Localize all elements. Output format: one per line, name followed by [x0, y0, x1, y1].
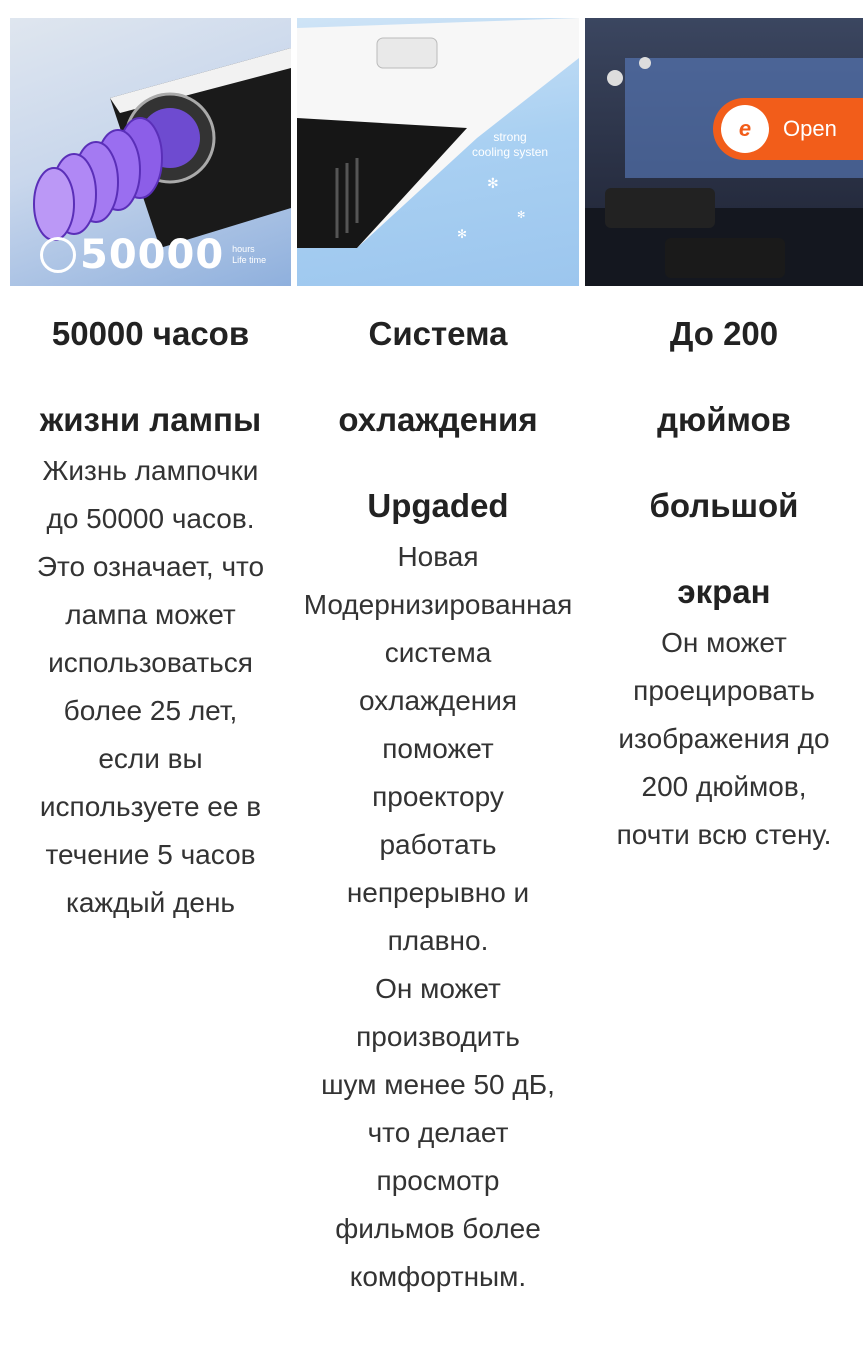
svg-text:✻: ✻	[517, 210, 526, 221]
badge-caption-line1: hours	[232, 244, 255, 254]
badge-caption	[232, 244, 266, 266]
badge-caption-line2: Life time	[232, 255, 267, 265]
lamp-life-badge	[40, 232, 266, 278]
feature-heading: Система охлаждения Upgaded	[338, 315, 538, 524]
open-app-button[interactable]	[713, 98, 863, 160]
feature-column-lamp-life	[10, 18, 291, 927]
badge-number: 50000	[80, 232, 225, 278]
feature-heading: До 200 дюймов большой экран	[649, 315, 799, 610]
feature-heading: 50000 часов жизни лампы	[39, 315, 262, 438]
feature-description: Жизнь лампочки до 50000 часов. Это означает, что лампа может использоваться более 25 лет, если вы используете ее в течение 5 часов каждый день	[36, 455, 265, 918]
feature-column-big-screen	[585, 18, 863, 859]
lightbulb-icon	[40, 237, 76, 273]
lamp-life-image	[10, 18, 291, 286]
cooling-caption	[472, 130, 548, 160]
cooling-caption-line1: strong	[493, 130, 527, 144]
cooling-system-image	[297, 18, 579, 286]
feature-description: Он может проецировать изображения до 200 дюймов, почти всю стену.	[616, 627, 832, 850]
big-screen-room-image	[585, 18, 863, 286]
svg-text:✻: ✻	[487, 175, 499, 191]
open-label: Open	[783, 116, 837, 141]
feature-column-cooling	[297, 18, 579, 1301]
svg-text:✻: ✻	[457, 227, 468, 241]
cooling-caption-line2: cooling systen	[472, 145, 549, 159]
aliexpress-logo-icon: e	[721, 105, 769, 153]
feature-description: Новая Модернизированная система охлаждения поможет проектору работать непрерывно и плавно. Он может производить шум менее 50 дБ, что делает просмотр фильмов более комфортным.	[303, 541, 573, 1292]
